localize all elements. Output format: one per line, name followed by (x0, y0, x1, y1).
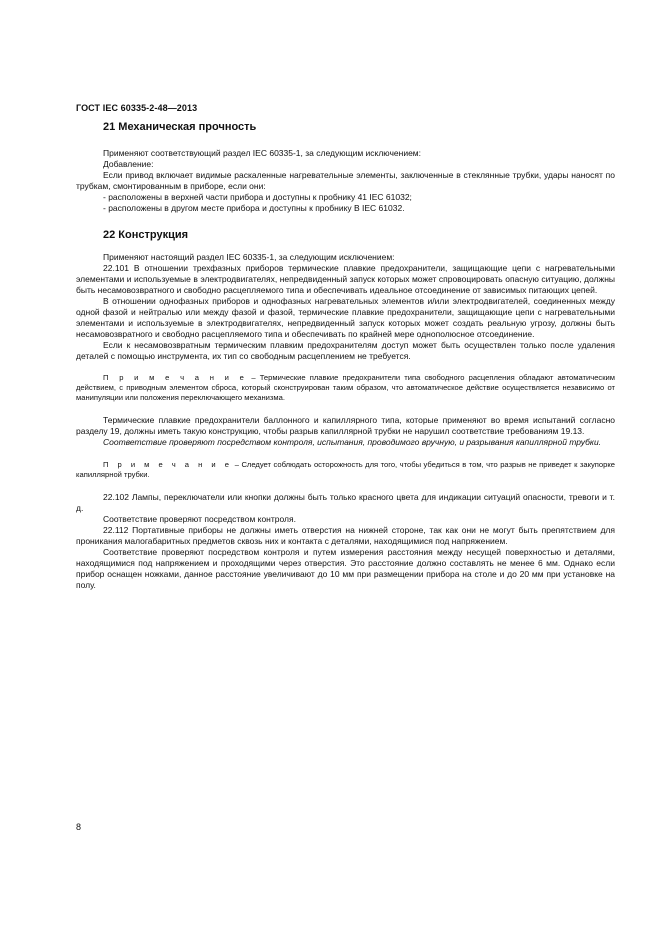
page-content (76, 121, 615, 591)
clause-22-102: 22.102 Лампы, переключатели или кнопки должны быть только красного цвета для индикации ситуаций опасности, тревоги и т. д. (76, 492, 615, 513)
note-dash: – (247, 373, 260, 382)
section-21-paragraph: Применяют соответствующий раздел IEC 60335-1, за следующим исключением: (103, 148, 422, 158)
compliance-check: Соответствие проверяют посредством контроля, испытания, проводимого вручную, и разрывания капиллярной трубки. (103, 437, 602, 447)
note-label: П р и м е ч а н и е (103, 373, 248, 382)
section-21-list-item: - расположены в другом месте прибора и доступны к пробнику В IEC 61032. (103, 203, 405, 213)
clause-22-112: 22.112 Портативные приборы не должны иметь отверстия на нижней стороне, так как они не могут быть препятствием для проникания малогабаритных предметов сквозь них и контакта с деталями, находящимися под напряжением. (76, 525, 615, 546)
section-22-paragraph: Если к несамовозвратным термическим плавким предохранителям доступ может быть осуществлен только после удаления деталей с помощью инструмента, их тип со свободным расцеплением не требуется. (76, 340, 615, 361)
note-label: П р и м е ч а н и е (103, 460, 233, 469)
section-22-paragraph: Термические плавкие предохранители баллонного и капиллярного типа, которые применяют во время испытаний согласно разделу 19, должны иметь такую конструкцию, чтобы разрыв капиллярной трубки не нарушил соответствие требованиям 19.13. (76, 415, 615, 436)
note-1 (76, 373, 615, 403)
section-21-title: 21 Механическая прочность (103, 121, 257, 133)
document-header: ГОСТ IEC 60335-2-48—2013 (76, 103, 198, 113)
section-21-paragraph: Добавление: (103, 159, 154, 169)
note-2 (76, 460, 615, 480)
compliance-check: Соответствие проверяют посредством контроля. (103, 514, 296, 524)
section-22-paragraph: Применяют настоящий раздел IEC 60335-1, за следующим исключением: (103, 252, 395, 262)
section-22-title: 22 Конструкция (103, 229, 189, 241)
page-number: 8 (76, 822, 82, 832)
section-22-paragraph: В отношении однофазных приборов и однофазных нагревательных элементов и/или электродвигателей, соединенных между одной фазой и нейтралью или между фазой и фазой, термические плавкие предохранители, защищающие цепи с нагревательными элементами и используемые в электродвигателях, непредвиденный запуск которых может создать реальную угрозу, должны быть несамовозвратного и свободно расцепляемого типа и обеспечивать по крайней мере однополюсное отсоединение. (76, 296, 615, 339)
note-text: Следует соблюдать осторожность для того, чтобы убедиться в том, что разрыв не приведет к закупорке капиллярной трубки. (76, 460, 615, 479)
note-dash: – (232, 460, 242, 469)
clause-22-101: 22.101 В отношении трехфазных приборов термические плавкие предохранители, защищающие цепи с нагревательными элементами и используемые в электродвигателях, непредвиденный запуск которых может спровоцировать опасную ситуацию, должны быть несамовозвратного и свободно расцепляемого типа и обеспечивать идеальное отсоединение от зависимых питающих цепей. (76, 263, 615, 295)
section-21-paragraph: Если привод включает видимые раскаленные нагревательные элементы, заключенные в стеклянные трубки, удары наносят по трубкам, смонтированным в приборе, если они: (76, 170, 615, 191)
compliance-check: Соответствие проверяют посредством контроля и путем измерения расстояния между несущей поверхностью и деталями, находящимися под напряжением и проходящими через отверстия. Это расстояние должно составлять не менее 6 мм. Однако если прибор оснащен ножками, данное расстояние увеличивают до 10 мм при размещении прибора на столе и до 20 мм при установке на полу. (76, 547, 615, 590)
note-text: Термические плавкие предохранители типа свободного расцепления обладают автоматическим действием, с приводным элементом сброса, который сконструирован таким образом, что автоматическое действие осуществляется независимо от манипуляции или положения переключающего механизма. (76, 373, 615, 402)
section-21-list-item: - расположены в верхней части прибора и доступны к пробнику 41 IEC 61032; (103, 192, 412, 202)
